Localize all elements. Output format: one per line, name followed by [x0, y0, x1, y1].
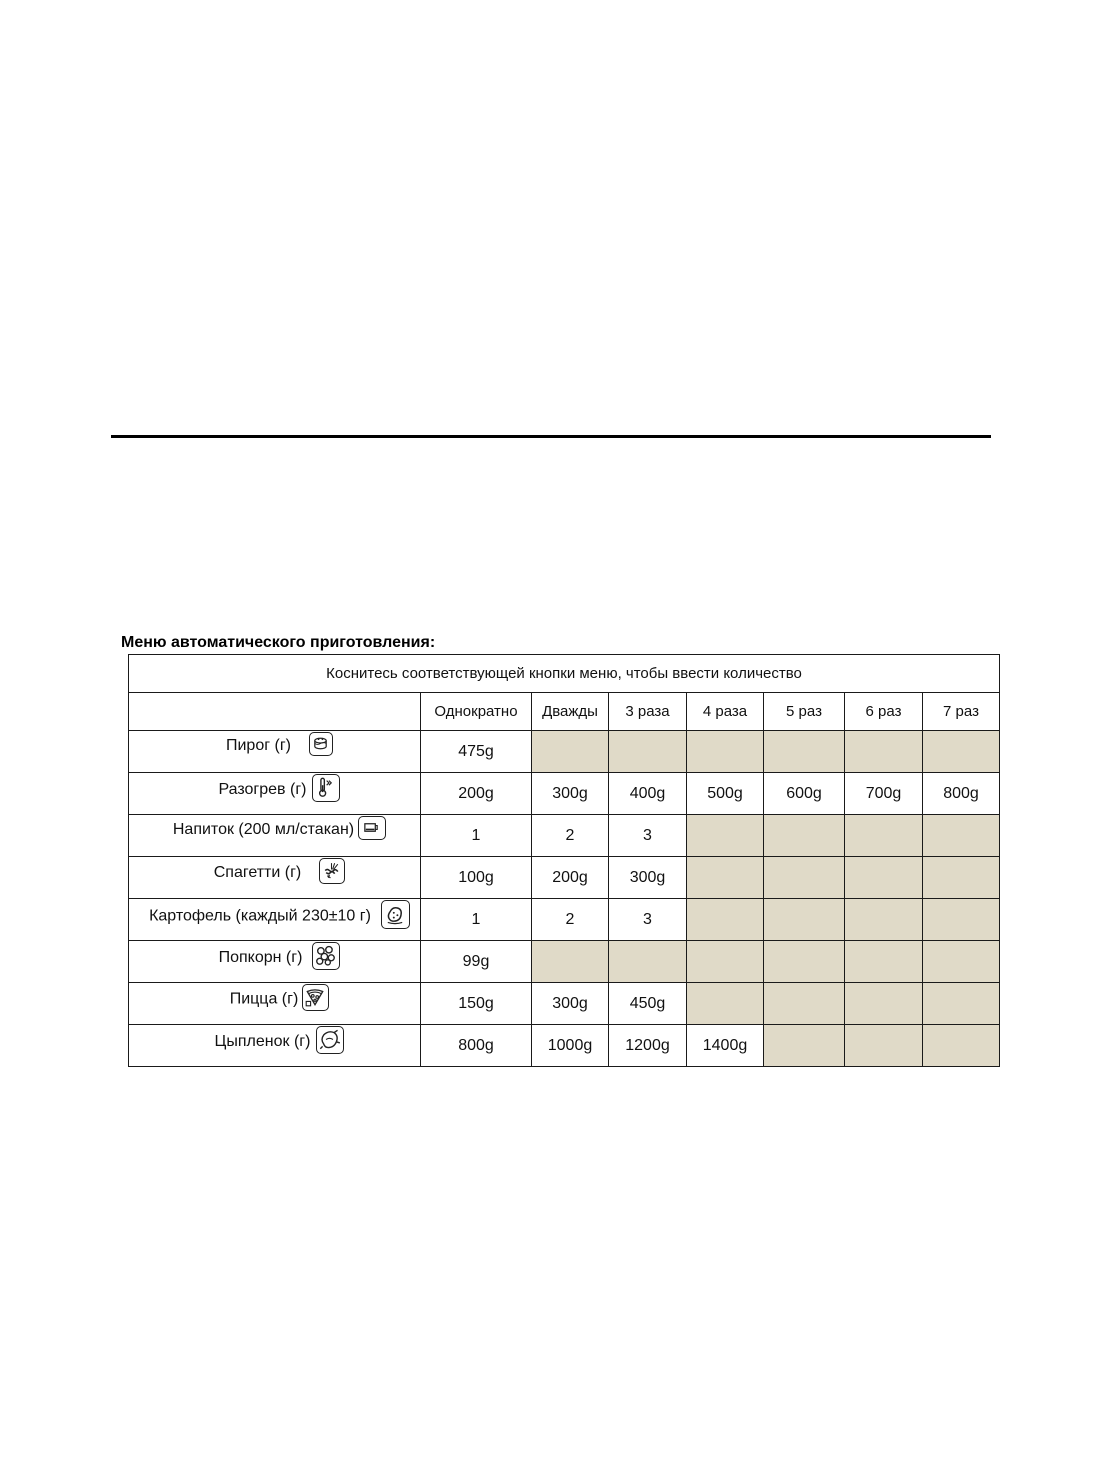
row-label-text: Картофель (каждый 230±10 г)	[149, 907, 371, 925]
row-label-text: Спагетти (г)	[213, 864, 302, 882]
table-cell: 99g	[421, 941, 532, 983]
header-cell-once: Однократно	[421, 693, 532, 731]
row-label-text: Пирог (г)	[225, 737, 291, 755]
header-cell-blank	[129, 693, 421, 731]
row-label-cake	[129, 731, 421, 773]
table-cell: 300g	[532, 983, 609, 1025]
chicken-icon	[316, 1026, 344, 1054]
row-label-text: Цыпленок (г)	[214, 1033, 311, 1051]
table-cell: 200g	[532, 857, 609, 899]
table-cell: 500g	[687, 773, 764, 815]
table-cell-empty	[923, 1025, 1000, 1067]
row-label-text: Попкорн (г)	[218, 949, 303, 967]
table-cell-empty	[764, 983, 845, 1025]
header-cell-4-times: 4 раза	[687, 693, 764, 731]
table-cell-empty	[687, 815, 764, 857]
table-header-row	[129, 693, 1000, 731]
table-cell-empty	[687, 731, 764, 773]
table-row	[129, 941, 1000, 983]
header-cell-3-times: 3 раза	[609, 693, 687, 731]
table-cell: 1000g	[532, 1025, 609, 1067]
table-cell-empty	[764, 1025, 845, 1067]
table-cell-empty	[532, 941, 609, 983]
table-row	[129, 899, 1000, 941]
cup-icon	[358, 816, 386, 840]
table-cell-empty	[923, 899, 1000, 941]
table-cell-empty	[845, 857, 923, 899]
table-cell-empty	[923, 983, 1000, 1025]
table-cell: 400g	[609, 773, 687, 815]
auto-cook-table	[128, 654, 1000, 1067]
table-cell-empty	[687, 983, 764, 1025]
spaghetti-icon	[319, 858, 345, 884]
table-cell-empty	[687, 857, 764, 899]
table-cell-empty	[845, 941, 923, 983]
row-label-popcorn	[129, 941, 421, 983]
table-cell-empty	[687, 941, 764, 983]
table-cell: 100g	[421, 857, 532, 899]
table-cell-empty	[845, 815, 923, 857]
table-cell-empty	[923, 857, 1000, 899]
table-cell-empty	[923, 731, 1000, 773]
table-cell-empty	[764, 899, 845, 941]
table-caption: Коснитесь соответствующей кнопки меню, чтобы ввести количество	[129, 655, 1000, 693]
table-cell-empty	[687, 899, 764, 941]
table-cell-empty	[764, 941, 845, 983]
table-cell: 700g	[845, 773, 923, 815]
table-caption-row	[129, 655, 1000, 693]
table-cell-empty	[845, 1025, 923, 1067]
cake-icon	[309, 732, 333, 756]
row-label-beverage	[129, 815, 421, 857]
table-row	[129, 773, 1000, 815]
table-cell: 300g	[609, 857, 687, 899]
table-cell-empty	[845, 983, 923, 1025]
table-row	[129, 983, 1000, 1025]
table-cell: 600g	[764, 773, 845, 815]
table-cell: 450g	[609, 983, 687, 1025]
thermometer-icon	[312, 774, 340, 802]
header-cell-5-times: 5 раз	[764, 693, 845, 731]
table-cell: 300g	[532, 773, 609, 815]
section-title: Меню автоматического приготовления:	[121, 634, 436, 651]
row-label-text: Разогрев (г)	[218, 781, 307, 799]
table-cell: 150g	[421, 983, 532, 1025]
row-label-text: Напиток (200 мл/стакан)	[172, 821, 355, 839]
horizontal-rule	[111, 435, 991, 438]
table-row	[129, 731, 1000, 773]
table-cell-empty	[764, 815, 845, 857]
table-cell: 1400g	[687, 1025, 764, 1067]
table-cell: 1	[421, 815, 532, 857]
table-cell-empty	[923, 815, 1000, 857]
table-cell: 1200g	[609, 1025, 687, 1067]
table-row	[129, 815, 1000, 857]
pizza-icon	[302, 984, 329, 1011]
table-cell-empty	[923, 941, 1000, 983]
potato-icon	[381, 900, 410, 929]
table-cell: 2	[532, 899, 609, 941]
table-cell-empty	[845, 731, 923, 773]
table-cell: 3	[609, 815, 687, 857]
table-row	[129, 1025, 1000, 1067]
table-cell-empty	[532, 731, 609, 773]
row-label-pizza	[129, 983, 421, 1025]
row-label-potato	[129, 899, 421, 941]
table-cell-empty	[845, 899, 923, 941]
table-cell-empty	[764, 857, 845, 899]
header-cell-7-times: 7 раз	[923, 693, 1000, 731]
row-label-reheat	[129, 773, 421, 815]
header-cell-6-times: 6 раз	[845, 693, 923, 731]
row-label-chicken	[129, 1025, 421, 1067]
header-cell-twice: Дважды	[532, 693, 609, 731]
row-label-spaghetti	[129, 857, 421, 899]
table-cell-empty	[764, 731, 845, 773]
table-row	[129, 857, 1000, 899]
table-cell: 475g	[421, 731, 532, 773]
table-cell-empty	[609, 731, 687, 773]
table-cell: 3	[609, 899, 687, 941]
popcorn-icon	[312, 942, 340, 970]
table-cell: 800g	[923, 773, 1000, 815]
table-cell: 200g	[421, 773, 532, 815]
table-cell: 2	[532, 815, 609, 857]
table-cell-empty	[609, 941, 687, 983]
table-cell: 1	[421, 899, 532, 941]
row-label-text: Пицца (г)	[229, 990, 299, 1008]
table-cell: 800g	[421, 1025, 532, 1067]
